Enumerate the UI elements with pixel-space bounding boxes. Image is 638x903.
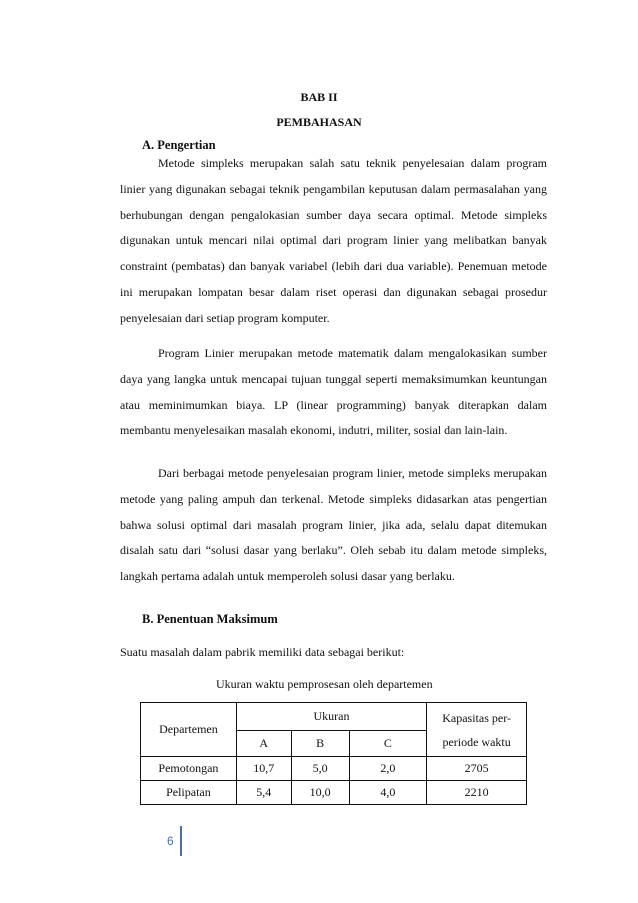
row-department: Pemotongan	[141, 757, 237, 781]
table-row	[141, 757, 527, 781]
chapter-title: PEMBAHASAN	[276, 115, 362, 129]
page-number-divider	[180, 826, 182, 856]
section-a-paragraph-3	[120, 461, 547, 590]
row-capacity: 2705	[427, 757, 527, 781]
section-a-paragraph-2	[120, 341, 547, 444]
subheader-c: C	[349, 731, 427, 757]
row-value-c: 2,0	[349, 757, 427, 781]
header-department: Departemen	[141, 703, 237, 757]
row-capacity: 2210	[427, 781, 527, 805]
row-value-b: 5,0	[291, 757, 349, 781]
section-b-intro: Suatu masalah dalam pabrik memiliki data sebagai berikut:	[120, 645, 405, 659]
table-header-row	[141, 703, 527, 731]
page-number: 6	[167, 834, 174, 848]
section-a-paragraph-1	[120, 151, 547, 332]
row-value-a: 10,7	[236, 757, 291, 781]
header-size: Ukuran	[236, 703, 426, 731]
header-capacity	[427, 703, 527, 757]
row-value-a: 5,4	[236, 781, 291, 805]
chapter-number: BAB II	[300, 90, 338, 104]
table-caption: Ukuran waktu pemprosesan oleh departemen	[216, 677, 433, 691]
row-department: Pelipatan	[141, 781, 237, 805]
subheader-a: A	[236, 731, 291, 757]
section-a-title: A. Pengertian	[142, 138, 216, 152]
header-capacity-line2: periode waktu	[442, 734, 511, 749]
subheader-b: B	[291, 731, 349, 757]
table-row	[141, 781, 527, 805]
processing-time-table	[140, 702, 527, 805]
row-value-b: 10,0	[291, 781, 349, 805]
section-b-title: B. Penentuan Maksimum	[142, 612, 278, 626]
row-value-c: 4,0	[349, 781, 427, 805]
header-capacity-line1: Kapasitas per-	[442, 710, 511, 725]
paragraph-1-text: Metode simpleks merupakan salah satu teknik penyelesaian dalam program linier yang digunakan sebagai teknik pengambilan keputusan dalam permasalahan yang berhubungan dengan pengalokasian sumber daya secara optimal. Metode simpleks digunakan untuk mencari nilai optimal dari program linier yang melibatkan banyak constraint (pembatas) dan banyak variabel (lebih dari dua variable). Penemuan metode ini merupakan lompatan besar dalam riset operasi dan digunakan sebagai prosedur penyelesaian dari setiap program komputer.	[120, 156, 547, 325]
paragraph-2-text: Program Linier merupakan metode matematik dalam mengalokasikan sumber daya yang langka untuk mencapai tujuan tunggal seperti memaksimumkan keuntungan atau meminimumkan biaya. LP (linear programming) banyak diterapkan dalam membantu menyelesaikan masalah ekonomi, indutri, militer, sosial dan lain-lain.	[120, 346, 547, 438]
paragraph-3-text: Dari berbagai metode penyelesaian program linier, metode simpleks merupakan metode yang paling ampuh dan terkenal. Metode simpleks didasarkan atas pengertian bahwa solusi optimal dari masalah program linier, jika ada, selalu dapat ditemukan disalah satu dari “solusi dasar yang berlaku”. Oleh sebab itu dalam metode simpleks, langkah pertama adalah untuk memperoleh solusi dasar yang berlaku.	[120, 466, 547, 584]
